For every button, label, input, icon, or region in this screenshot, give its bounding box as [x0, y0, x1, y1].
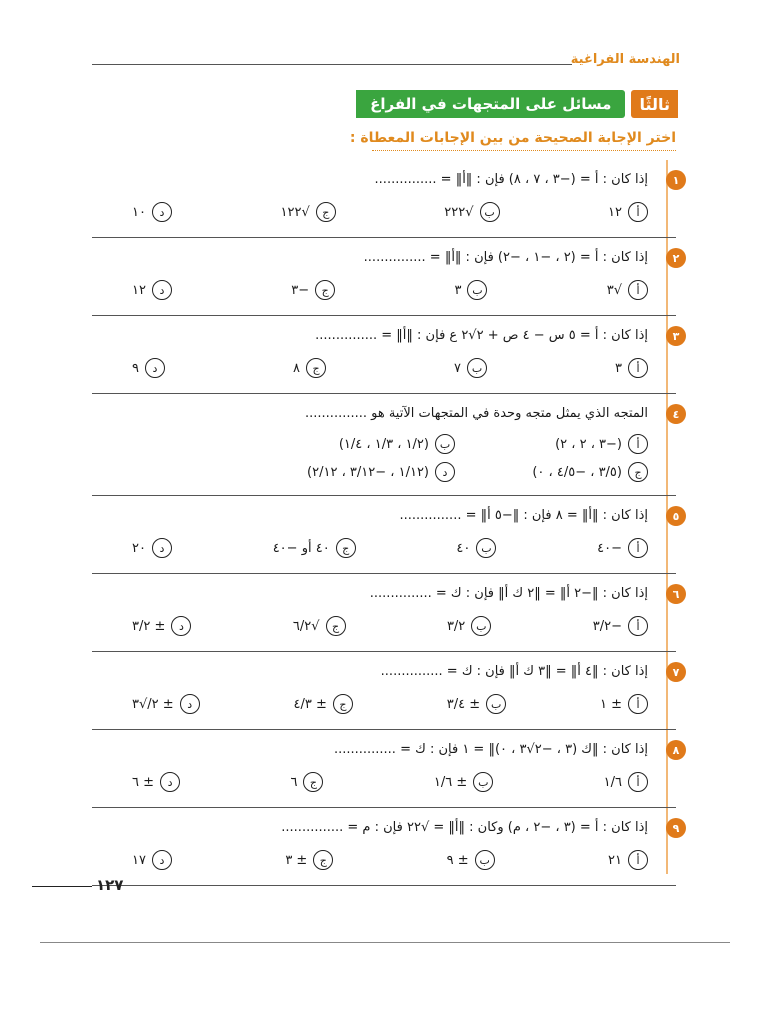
- choice-letter: أ: [628, 616, 648, 636]
- choice-row: [132, 848, 648, 872]
- choice-c[interactable]: [281, 200, 336, 224]
- choice-d[interactable]: [132, 356, 165, 380]
- choice-letter: أ: [628, 538, 648, 558]
- choice-value: ١٧: [132, 852, 146, 868]
- choice-value: ٦: [290, 774, 298, 790]
- choice-d[interactable]: [132, 614, 191, 638]
- question-number: ٣: [666, 326, 686, 346]
- choice-d[interactable]: [132, 536, 172, 560]
- question-6: [92, 574, 680, 652]
- choice-letter: د: [145, 358, 165, 378]
- choice-letter: ج: [333, 694, 353, 714]
- choice-a[interactable]: [597, 536, 648, 560]
- choice-value: ± ٣/٢: [132, 618, 166, 634]
- choice-letter: ب: [471, 616, 491, 636]
- choice-value: ٣/٢: [446, 618, 466, 634]
- choice-letter: ج: [306, 358, 326, 378]
- choice-value: √١٢٢: [280, 204, 310, 220]
- question-5: [92, 496, 680, 574]
- choice-letter: أ: [628, 850, 648, 870]
- choice-value: (١/٢ ، ١/٣ ، ١/٤): [338, 436, 429, 452]
- choice-a[interactable]: [608, 200, 648, 224]
- choice-b[interactable]: [434, 770, 493, 794]
- choice-letter: ب: [467, 358, 487, 378]
- choice-value: ± ٣/٤: [446, 696, 481, 712]
- choice-letter: أ: [628, 202, 648, 222]
- choice-b[interactable]: [447, 848, 495, 872]
- choice-b[interactable]: [444, 200, 499, 224]
- question-text: إذا كان : أ = (−٣ ، ٧ ، ٨) فإن : ‖أ‖ = ...............: [374, 172, 648, 187]
- choice-value: ± ٤/٣: [293, 696, 327, 712]
- choice-b[interactable]: [454, 278, 487, 302]
- choice-value: (٣/٥ ، −٤/٥ ، ٠): [532, 464, 622, 480]
- choice-letter: ج: [303, 772, 323, 792]
- question-text: إذا كان : أ = ٥ س − ٤ ص + ٢√٢ ع فإن : ‖أ‖ = ...............: [315, 328, 648, 343]
- choice-letter: ج: [326, 616, 346, 636]
- choice-value: −٤٠: [597, 540, 622, 556]
- question-1: [92, 160, 680, 238]
- choice-letter: أ: [628, 358, 648, 378]
- question-2: [92, 238, 680, 316]
- question-7: [92, 652, 680, 730]
- choice-c[interactable]: [455, 462, 648, 482]
- choice-row: [132, 692, 648, 716]
- question-number: ٤: [666, 404, 686, 424]
- choice-row: [132, 356, 648, 380]
- choice-value: ٢٠: [132, 540, 146, 556]
- question-text: المتجه الذي يمثل متجه وحدة في المتجهات الآتية هو ...............: [305, 406, 648, 421]
- choice-c[interactable]: [294, 692, 353, 716]
- choice-value: −٣: [291, 282, 310, 298]
- choice-a[interactable]: [608, 848, 648, 872]
- running-title: الهندسة الفراغية: [570, 52, 680, 67]
- choice-a[interactable]: [455, 434, 648, 454]
- choice-value: ± ١/٦: [433, 774, 468, 790]
- choice-b[interactable]: [454, 356, 487, 380]
- question-number: ٥: [666, 506, 686, 526]
- question-9: [92, 808, 680, 886]
- choice-value: ٣: [615, 360, 622, 376]
- question-3: [92, 316, 680, 394]
- section-badge: ثالثًا: [631, 90, 678, 118]
- choice-letter: ب: [480, 202, 500, 222]
- choice-letter: أ: [628, 694, 648, 714]
- question-number: ٩: [666, 818, 686, 838]
- choice-letter: د: [435, 462, 455, 482]
- choice-value: ١٢: [608, 204, 622, 220]
- choice-letter: د: [152, 202, 172, 222]
- choice-value: ٨: [293, 360, 300, 376]
- choice-a[interactable]: [607, 278, 648, 302]
- choice-row: [132, 200, 648, 224]
- bottom-rule: [40, 942, 730, 943]
- choice-d[interactable]: [132, 200, 172, 224]
- choice-value: √٦/٢: [292, 618, 320, 634]
- choice-value: ٤٠: [456, 540, 471, 556]
- section-title: مسائل على المتجهات في الفراغ: [356, 90, 625, 118]
- question-4: [92, 394, 680, 496]
- choice-row: [132, 770, 648, 794]
- choice-value: ٢١: [608, 852, 622, 868]
- choice-letter: د: [152, 850, 172, 870]
- choice-c[interactable]: [273, 536, 356, 560]
- choice-a[interactable]: [600, 692, 648, 716]
- question-number: ٨: [666, 740, 686, 760]
- choice-letter: ب: [467, 280, 487, 300]
- choice-value: (١/١٢ ، −٣/١٢ ، ٢/١٢): [307, 464, 429, 480]
- choice-value: ± ٢/√٣: [132, 696, 174, 712]
- question-text: إذا كان : ‖ك (٣ ، −٢√٣ ، ٠)‖ = ١ فإن : ك = ...............: [333, 742, 648, 757]
- choice-a[interactable]: [604, 770, 648, 794]
- choice-letter: ج: [315, 280, 335, 300]
- choice-letter: ب: [473, 772, 493, 792]
- choice-value: ٤٠ أو −٤٠: [272, 540, 330, 556]
- choice-value: √٢٢٢: [444, 204, 474, 220]
- choice-letter: ج: [336, 538, 356, 558]
- choice-letter: ب: [475, 850, 495, 870]
- choice-letter: أ: [628, 280, 648, 300]
- choice-value: ٧: [454, 360, 461, 376]
- choice-a[interactable]: [593, 614, 648, 638]
- section-banner: [356, 90, 678, 118]
- choice-row: [132, 278, 648, 302]
- choice-row: [132, 536, 648, 560]
- instruction-rule: [372, 150, 676, 151]
- choice-value: ١٠: [132, 204, 146, 220]
- question-number: ٢: [666, 248, 686, 268]
- choice-value: ١٢: [132, 282, 146, 298]
- question-list: [92, 160, 680, 886]
- question-number: ١: [666, 170, 686, 190]
- choice-c[interactable]: [293, 356, 326, 380]
- choice-value: ٩: [132, 360, 139, 376]
- choice-b[interactable]: [456, 536, 496, 560]
- choice-a[interactable]: [615, 356, 648, 380]
- choice-letter: ب: [486, 694, 506, 714]
- choice-letter: أ: [628, 434, 648, 454]
- choice-letter: د: [171, 616, 191, 636]
- choice-letter: ج: [316, 202, 336, 222]
- question-text: إذا كان : ‖٤ أ‖ = ‖٣ ك أ‖ فإن : ك = ...............: [380, 664, 648, 679]
- running-head-rule: [92, 64, 572, 65]
- choice-c[interactable]: [291, 278, 335, 302]
- choice-value: √٣: [606, 282, 622, 298]
- choice-letter: ب: [435, 434, 455, 454]
- question-text: إذا كان : ‖أ‖ = ٨ فإن : ‖−٥ أ‖ = ...............: [399, 508, 648, 523]
- choice-value: ± ٣: [285, 852, 308, 868]
- choice-value: ± ٩: [446, 852, 469, 868]
- question-text: إذا كان : أ = (٢ ، −١ ، −٢) فإن : ‖أ‖ = ...............: [363, 250, 648, 265]
- choice-letter: د: [180, 694, 200, 714]
- choice-value: −٣/٢: [592, 618, 622, 634]
- choice-value: ٣: [454, 282, 462, 298]
- choice-value: ± ٦: [132, 774, 155, 790]
- question-number: ٦: [666, 584, 686, 604]
- choice-d[interactable]: [132, 692, 200, 716]
- choice-d[interactable]: [262, 462, 455, 482]
- choice-b[interactable]: [262, 434, 455, 454]
- question-text: إذا كان : ‖−٢ أ‖ = ‖٢ ك أ‖ فإن : ك = ...............: [369, 586, 648, 601]
- choice-c[interactable]: [290, 770, 323, 794]
- page-number-rule: [32, 886, 92, 887]
- choice-d[interactable]: [132, 770, 180, 794]
- question-8: [92, 730, 680, 808]
- choice-letter: د: [152, 280, 172, 300]
- choice-c[interactable]: [285, 848, 333, 872]
- choice-b[interactable]: [447, 692, 506, 716]
- choice-c[interactable]: [293, 614, 346, 638]
- choice-letter: ج: [313, 850, 333, 870]
- choice-grid: [262, 434, 648, 482]
- choice-letter: أ: [628, 772, 648, 792]
- choice-b[interactable]: [447, 614, 491, 638]
- instruction-text: اختر الإجابة الصحيحة من بين الإجابات المعطاة :: [349, 130, 676, 146]
- choice-value: ١/٦: [603, 774, 622, 790]
- choice-letter: د: [152, 538, 172, 558]
- page-number: ١٢٧: [96, 876, 124, 894]
- choice-value: (−٣ ، ٢ ، ٢): [555, 436, 622, 452]
- choice-letter: ب: [476, 538, 496, 558]
- choice-d[interactable]: [132, 848, 172, 872]
- choice-row: [132, 614, 648, 638]
- choice-letter: ج: [628, 462, 648, 482]
- choice-letter: د: [160, 772, 180, 792]
- choice-value: ± ١: [599, 696, 622, 712]
- question-text: إذا كان : أ = (٣ ، −٢ ، م) وكان : ‖أ‖ = √٢٢ فإن : م = ...............: [281, 820, 648, 835]
- question-number: ٧: [666, 662, 686, 682]
- choice-d[interactable]: [132, 278, 172, 302]
